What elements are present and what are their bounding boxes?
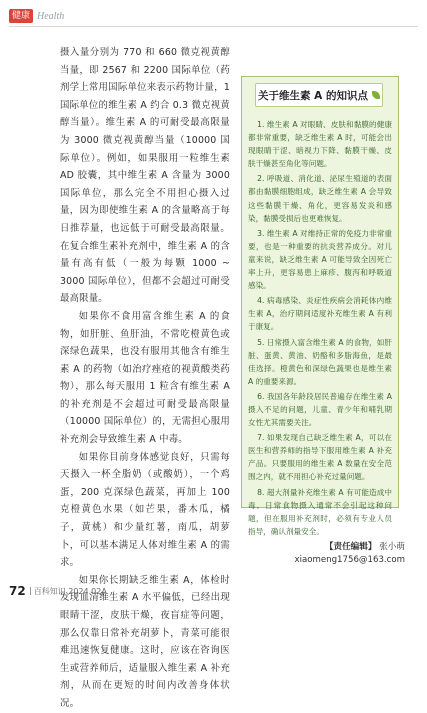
section-english-label: Health [37, 10, 65, 22]
publication-info [30, 586, 107, 597]
section-header [9, 8, 64, 24]
body-paragraph: 如果你目前身体感觉良好，只需每天摄入一杯全脂奶（或酸奶），一个鸡蛋，200 克深绿色蔬菜，再加上 100 克橙黄色水果（如芒果，番木瓜，橘子，黄桃）和少量红薯，南瓜，胡萝卜，可以基本满足人体对维生素 A 的需求。 [60, 451, 230, 569]
page-number: 72 [9, 584, 26, 598]
body-paragraph: 如果你不食用富含维生素 A 的食物，如肝脏、鱼肝油，不常吃橙黄色或深绿色蔬果，也没有服用其他含有维生素 A 的药物（如治疗痤疮的视黄酸类药物），那么每天服用 1 粒含有维生素 A 的补充剂是不会超过可耐受最高限量（10000 国际单位）的，无需担心服用补充剂会导致维生素 A 中毒。 [60, 310, 230, 446]
knowledge-item: 8. 超大剂量补充维生素 A 有可能造成中毒。日常食物摄入通常不会引起这种问题，但在服用补充剂时，必须有专业人员指导，确认剂量安全。 [248, 487, 392, 536]
knowledge-item: 7. 如果发现自己缺乏维生素 A，可以在医生和营养师的指导下服用维生素 A 补充产品。只要服用的维生素 A 数量在安全范围之内，就不用担心补充过量问题。 [248, 433, 392, 482]
knowledge-item: 1. 维生素 A 对眼睛、皮肤和黏膜的健康都非常重要，缺乏维生素 A 时，可能会出现眼睛干涩、暗视力下降、黏膜干燥、皮肤干燥甚至角化等问题。 [248, 120, 392, 169]
editor-email: xiaomeng1756@163.com [294, 555, 405, 565]
header-divider [9, 26, 418, 27]
body-paragraph: 如果你长期缺乏维生素 A，体检时发现血清维生素 A 水平偏低，已经出现眼睛干涩，皮肤干燥，夜盲症等问题，那么仅靠日常补充胡萝卜，青菜可能很难迅速恢复健康。这时，应该在咨询医生或营养师后，适量服入维生素 A 补充剂，从而在更短的时间内改善身体状况。 [60, 574, 230, 709]
section-badge: 健康 [9, 9, 33, 23]
leaf-icon [372, 91, 380, 99]
knowledge-box-title [255, 83, 383, 107]
knowledge-item: 3. 维生素 A 对维持正常的免疫力非常重要，也是一种重要的抗炎营养成分。对儿童来说，缺乏维生素 A 可能导致全因死亡率上升，更容易患上麻疹、腹泻和呼吸道感染。 [248, 228, 392, 291]
knowledge-item: 2. 呼吸道、消化道、泌尿生殖道的表面都由黏膜细胞组成，缺乏维生素 A 会导致这些黏膜干燥、角化，更容易发炎和感染，黏膜受损后也更难恢复。 [248, 174, 392, 223]
knowledge-item: 5. 日常摄入富含维生素 A 的食物，如肝脏、蛋黄、黄油、奶酪和多脂海鱼，是最佳选择。橙黄色和深绿色蔬果也是维生素 A 的重要来源。 [248, 337, 392, 386]
knowledge-item: 6. 我国各年龄段居民普遍存在维生素 A 摄入不足的问题，儿童、青少年和哺乳期女性尤其需要关注。 [248, 391, 392, 428]
editor-credit [325, 540, 405, 555]
article-body [60, 44, 230, 713]
body-paragraph: 摄入量分别为 770 和 660 微克视黄醇当量，即 2567 和 2200 国际单位（药剂学上常用国际单位来表示药物计量，1 国际单位的维生素 A 约合 0.3 微克视黄醇当量）。维生素 A 的可耐受最高限量为 3000 微克视黄醇当量（10000 国际单位）。例如，如果服用一粒维生素 AD 胶囊，其中维生素 A 含量为 3000 国际单位，那么完全不用担心摄入过量，因为即使维生素 A 的含量略高于每日推荐量，也远低于可耐受最高限量。在复合维生素补充剂中，维生素 A 的含量有高有低（一般为每颗 1000 ~ 3000 国际单位），但都不会超过可耐受最高限量。 [60, 47, 230, 305]
knowledge-item: 4. 病毒感染、炎症性疾病会消耗体内维生素 A，治疗期间适度补充维生素 A 有利于康复。 [248, 296, 392, 332]
editor-name: 张小萌 [379, 542, 405, 552]
knowledge-box-title-text: 关于维生素 A 的知识点 [258, 89, 368, 102]
editor-label: 【责任编辑】 [324, 542, 377, 552]
footer-divider [30, 587, 31, 595]
page-footer [9, 584, 107, 598]
knowledge-list [248, 118, 392, 540]
publication-name: 百科知识 2024.02A [33, 586, 107, 596]
